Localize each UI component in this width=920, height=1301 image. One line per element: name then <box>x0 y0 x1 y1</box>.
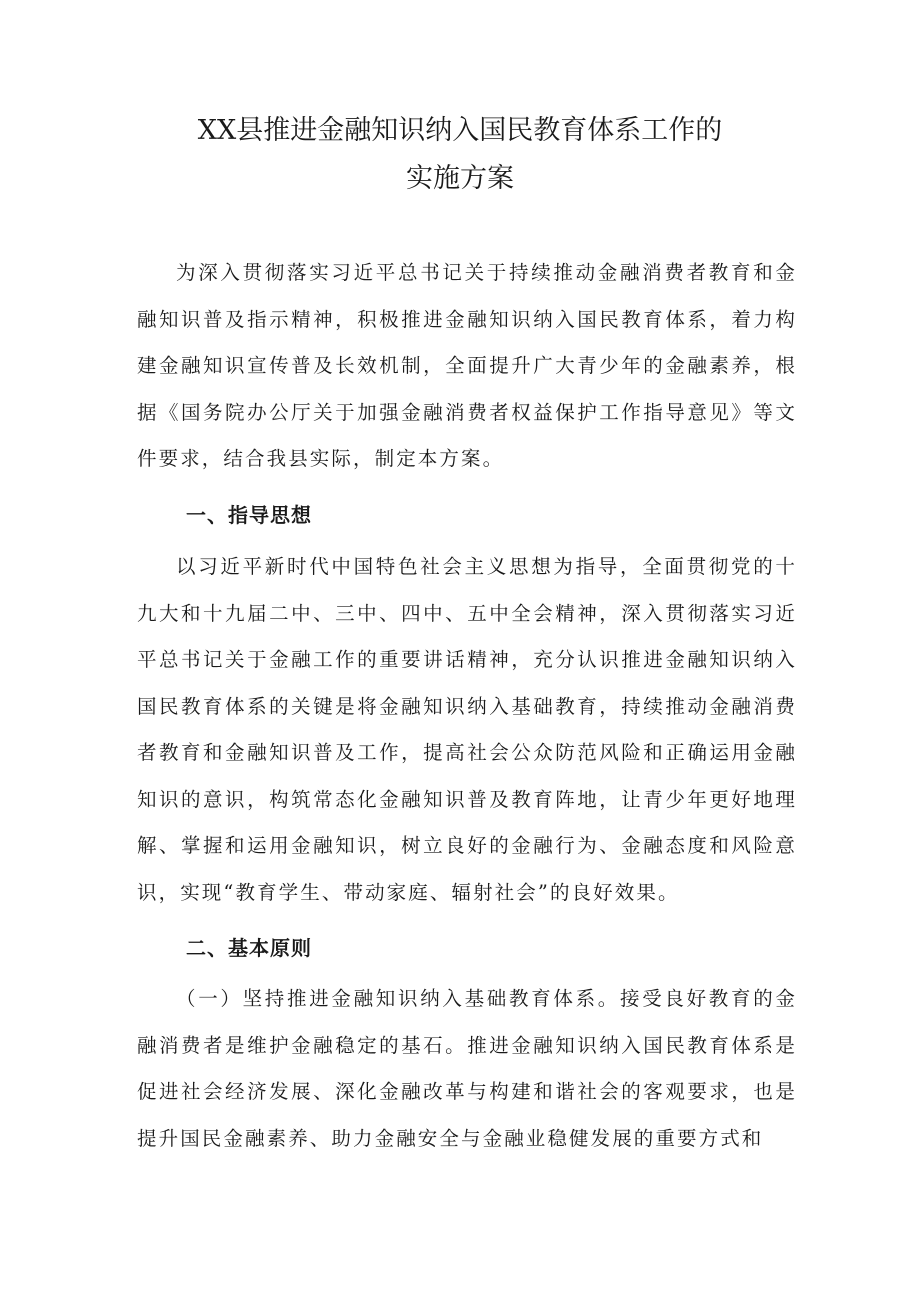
section-heading-basic-principles: 二、基本原则 <box>186 936 312 960</box>
intro-paragraph: 为深入贯彻落实习近平总书记关于持续推动金融消费者教育和金融知识普及指示精神，积极推进金融知识纳入国民教育体系，着力构建金融知识宣传普及长效机制，全面提升广大青少年的金融素养，根据《国务院办公厅关于加强金融消费者权益保护工作指导意见》等文件要求，结合我县实际，制定本方案。 <box>137 261 797 470</box>
document-title-line-2: 实施方案 <box>406 163 514 194</box>
section-body-basic-principles: （一）坚持推进金融知识纳入基础教育体系。接受良好教育的金融消费者是维护金融稳定的基石。推进金融知识纳入国民教育体系是促进社会经济发展、深化金融改革与构建和谐社会的客观要求，也是提升国民金融素养、助力金融安全与金融业稳健发展的重要方式和 <box>137 987 797 1150</box>
section-heading-guiding-ideology: 一、指导思想 <box>186 503 312 527</box>
document-title-line-1: XX县推进金融知识纳入国民教育体系工作的 <box>197 115 723 146</box>
section-body-guiding-ideology: 以习近平新时代中国特色社会主义思想为指导，全面贯彻党的十九大和十九届二中、三中、四中、五中全会精神，深入贯彻落实习近平总书记关于金融工作的重要讲话精神，充分认识推进金融知识纳入国民教育体系的关键是将金融知识纳入基础教育，持续推动金融消费者教育和金融知识普及工作，提高社会公众防范风险和正确运用金融知识的意识，构筑常态化金融知识普及教育阵地，让青少年更好地理解、掌握和运用金融知识，树立良好的金融行为、金融态度和风险意识，实现“教育学生、带动家庭、辐射社会”的良好效果。 <box>137 555 797 904</box>
